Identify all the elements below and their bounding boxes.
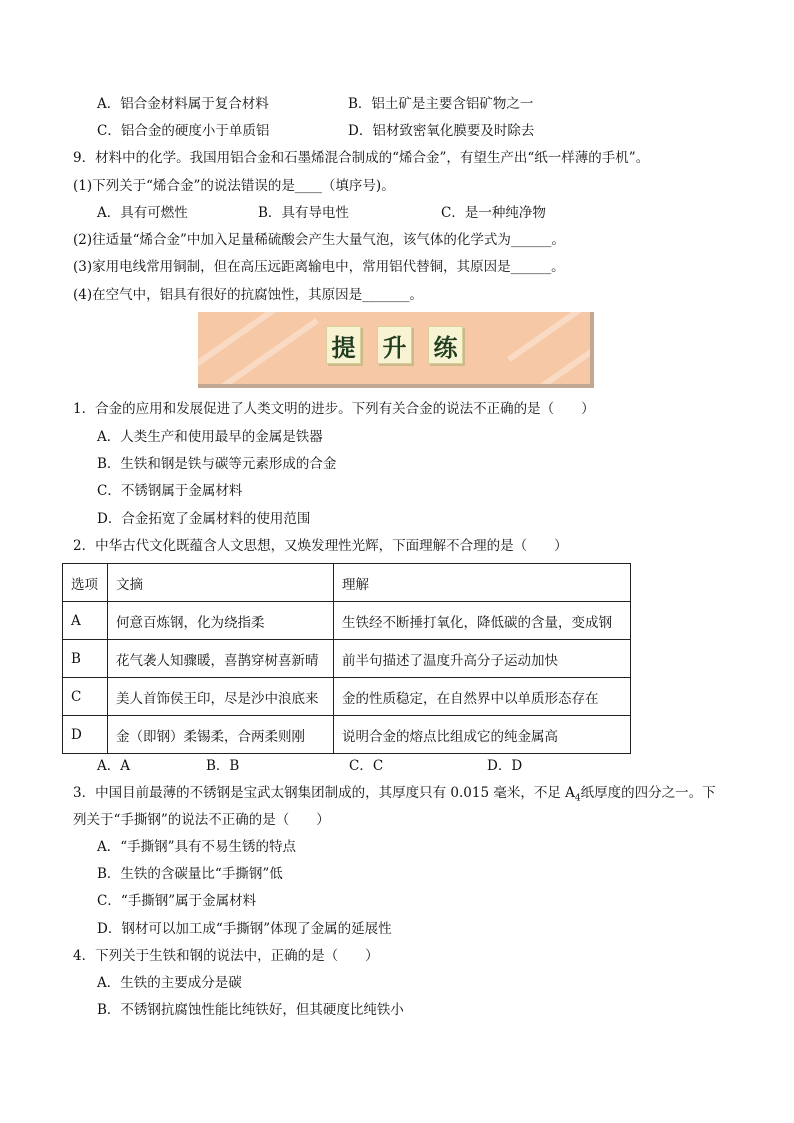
- q9-stem: 9．材料中的化学。我国用铝合金和石墨烯混合制成的“烯合金”，有望生产出“纸一样薄的手机”。: [73, 150, 650, 166]
- q9-sub3: (3)家用电线常用铜制，但在高压远距离输电中，常用铝代替铜，其原因是______。: [73, 259, 565, 275]
- table-header-row: [63, 564, 631, 602]
- q2-option-c: C．C: [349, 758, 384, 774]
- table-row: [63, 640, 631, 678]
- table-cell: 前半句描述了温度升高分子运动加快: [334, 640, 631, 678]
- table-cell: 何意百炼钢，化为绕指柔: [108, 602, 334, 640]
- q3-stem-part-b: 纸厚度的四分之一。下: [580, 785, 716, 801]
- q1-stem: 1．合金的应用和发展促进了人类文明的进步。下列有关合金的说法不正确的是（ ）: [73, 401, 595, 417]
- q9-sub1-option-c: C．是一种纯净物: [441, 205, 546, 221]
- q3-stem-part-a: 3．中国目前最薄的不锈钢是宝武太钢集团制成的，其厚度只有 0.015 毫米，不足 A: [73, 785, 575, 801]
- banner-char-2: 升: [377, 326, 412, 364]
- banner-char-1: 提: [326, 326, 361, 364]
- table-cell: 美人首饰侯王印，尽是沙中浪底来: [108, 678, 334, 716]
- q1-option-a: A．人类生产和使用最早的金属是铁器: [97, 429, 323, 445]
- table-row: [63, 716, 631, 754]
- q3-option-d: D．钢材可以加工成“手撕钢”体现了金属的延展性: [97, 921, 392, 937]
- q4-stem: 4．下列关于生铁和钢的说法中，正确的是（ ）: [73, 948, 379, 964]
- option-d: D．铝材致密氧化膜要及时除去: [348, 123, 535, 139]
- option-c: C．铝合金的硬度小于单质铝: [97, 123, 270, 139]
- table-header-cell: 文摘: [108, 564, 334, 602]
- q3-option-b: B．生铁的含碳量比“手撕钢”低: [97, 866, 283, 882]
- table-cell: 金的性质稳定，在自然界中以单质形态存在: [334, 678, 631, 716]
- q3-stem-line2: 列关于“手撕钢”的说法不正确的是（ ）: [73, 812, 330, 828]
- option-a: A．铝合金材料属于复合材料: [97, 96, 269, 112]
- table-cell: B: [63, 640, 108, 678]
- q9-sub1-option-b: B．具有导电性: [258, 205, 349, 221]
- table-row: [63, 678, 631, 716]
- q9-sub1-option-a: A．具有可燃性: [97, 205, 188, 221]
- q1-option-c: C．不锈钢属于金属材料: [97, 483, 243, 499]
- table-cell: 说明合金的熔点比组成它的纯金属高: [334, 716, 631, 754]
- banner-char-3: 练: [428, 326, 463, 364]
- table-header-cell: 理解: [334, 564, 631, 602]
- q4-option-a: A．生铁的主要成分是碳: [97, 975, 242, 991]
- table-header-cell: 选项: [63, 564, 108, 602]
- q2-option-d: D．D: [487, 758, 523, 774]
- table-cell: C: [63, 678, 108, 716]
- q3-option-c: C．“手撕钢”属于金属材料: [97, 893, 257, 909]
- q1-option-b: B．生铁和钢是铁与碳等元素形成的合金: [97, 456, 337, 472]
- a4-subscript: 4: [574, 793, 581, 804]
- q1-option-d: D．合金拓宽了金属材料的使用范围: [97, 511, 311, 527]
- q2-option-a: A．A: [97, 758, 130, 774]
- option-b: B．铝土矿是主要含铝矿物之一: [348, 96, 534, 112]
- table-cell: D: [63, 716, 108, 754]
- table-cell: 金（即钢）柔锡柔，合两柔则刚: [108, 716, 334, 754]
- q2-stem: 2．中华古代文化既蕴含人文思想，又焕发理性光辉，下面理解不合理的是（ ）: [73, 538, 568, 554]
- q4-option-b: B．不锈钢抗腐蚀性能比纯铁好，但其硬度比纯铁小: [97, 1002, 404, 1018]
- q2-table: [62, 563, 631, 754]
- q9-sub2: (2)往适量“烯合金”中加入足量稀硫酸会产生大量气泡，该气体的化学式为______。: [73, 232, 565, 248]
- q9-sub4: (4)在空气中，铝具有很好的抗腐蚀性，其原因是_______。: [73, 287, 423, 303]
- table-cell: 生铁经不断捶打氧化，降低碳的含量，变成钢: [334, 602, 631, 640]
- q3-stem-line1: [73, 784, 716, 808]
- table-cell: 花气袭人知骤暖，喜鹊穿树喜新晴: [108, 640, 334, 678]
- q9-sub1: (1)下列关于“烯合金”的说法错误的是____（填序号)。: [73, 178, 395, 194]
- table-cell: A: [63, 602, 108, 640]
- section-banner: [198, 312, 594, 388]
- table-row: [63, 602, 631, 640]
- q2-option-b: B．B: [206, 758, 240, 774]
- q3-option-a: A．“手撕钢”具有不易生锈的特点: [97, 839, 297, 855]
